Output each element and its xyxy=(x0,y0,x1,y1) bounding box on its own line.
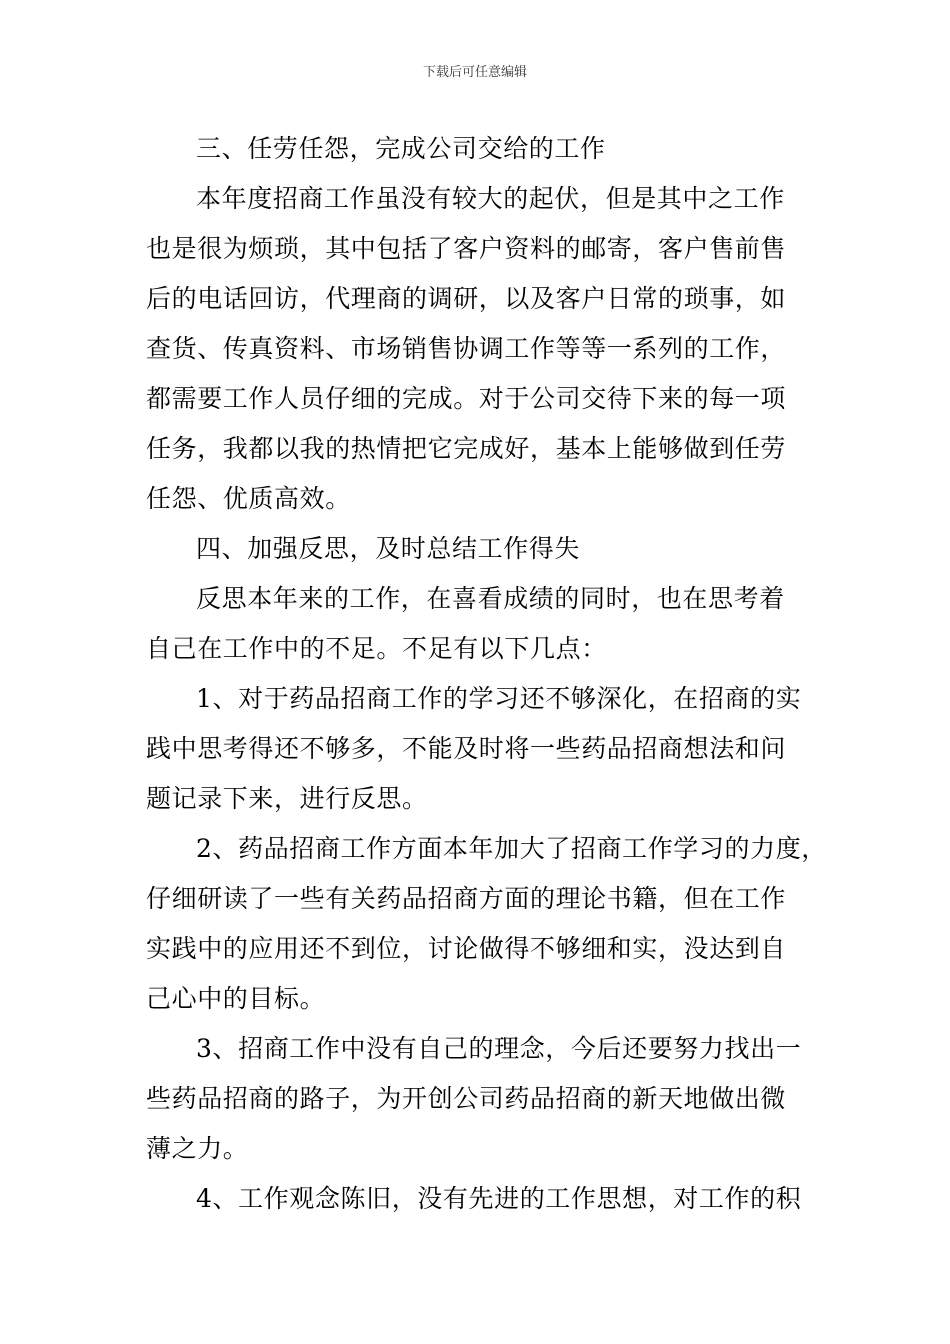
paragraph-line: 实践中的应用还不到位，讨论做得不够细和实，没达到自 xyxy=(146,934,787,963)
paragraph-line: 任怨、优质高效。 xyxy=(146,484,351,513)
paragraph-line: 反思本年来的工作，在喜看成绩的同时，也在思考着 xyxy=(196,584,785,613)
section-heading-3: 三、任劳任怨，完成公司交给的工作 xyxy=(196,134,606,163)
paragraph-line: 都需要工作人员仔细的完成。对于公司交待下来的每一项 xyxy=(146,384,787,413)
page-header-note: 下载后可任意编辑 xyxy=(422,65,527,80)
paragraph-line: 自己在工作中的不足。不足有以下几点： xyxy=(146,634,607,663)
list-item-2: 2、药品招商工作方面本年加大了招商工作学习的力度， xyxy=(196,834,827,863)
paragraph-line: 任务，我都以我的热情把它完成好，基本上能够做到任劳 xyxy=(146,434,787,463)
paragraph-line: 也是很为烦琐，其中包括了客户资料的邮寄，客户售前售 xyxy=(146,234,787,263)
paragraph-line: 本年度招商工作虽没有较大的起伏，但是其中之工作 xyxy=(196,184,785,213)
list-item-3: 3、招商工作中没有自己的理念，今后还要努力找出一 xyxy=(196,1034,802,1063)
paragraph-line: 仔细研读了一些有关药品招商方面的理论书籍，但在工作 xyxy=(146,884,787,913)
paragraph-line: 后的电话回访，代理商的调研，以及客户日常的琐事，如 xyxy=(146,284,787,313)
paragraph-line: 查货、传真资料、市场销售协调工作等等一系列的工作， xyxy=(146,334,787,363)
paragraph-line: 些药品招商的路子，为开创公司药品招商的新天地做出微 xyxy=(146,1084,787,1113)
paragraph-line: 践中思考得还不够多，不能及时将一些药品招商想法和问 xyxy=(146,734,787,763)
paragraph-line: 题记录下来，进行反思。 xyxy=(146,784,428,813)
list-item-1: 1、对于药品招商工作的学习还不够深化，在招商的实 xyxy=(196,684,802,713)
paragraph-line: 薄之力。 xyxy=(146,1134,249,1163)
paragraph-line: 己心中的目标。 xyxy=(146,984,326,1013)
list-item-4: 4、工作观念陈旧，没有先进的工作思想，对工作的积 xyxy=(196,1184,802,1213)
section-heading-4: 四、加强反思，及时总结工作得失 xyxy=(196,534,581,563)
